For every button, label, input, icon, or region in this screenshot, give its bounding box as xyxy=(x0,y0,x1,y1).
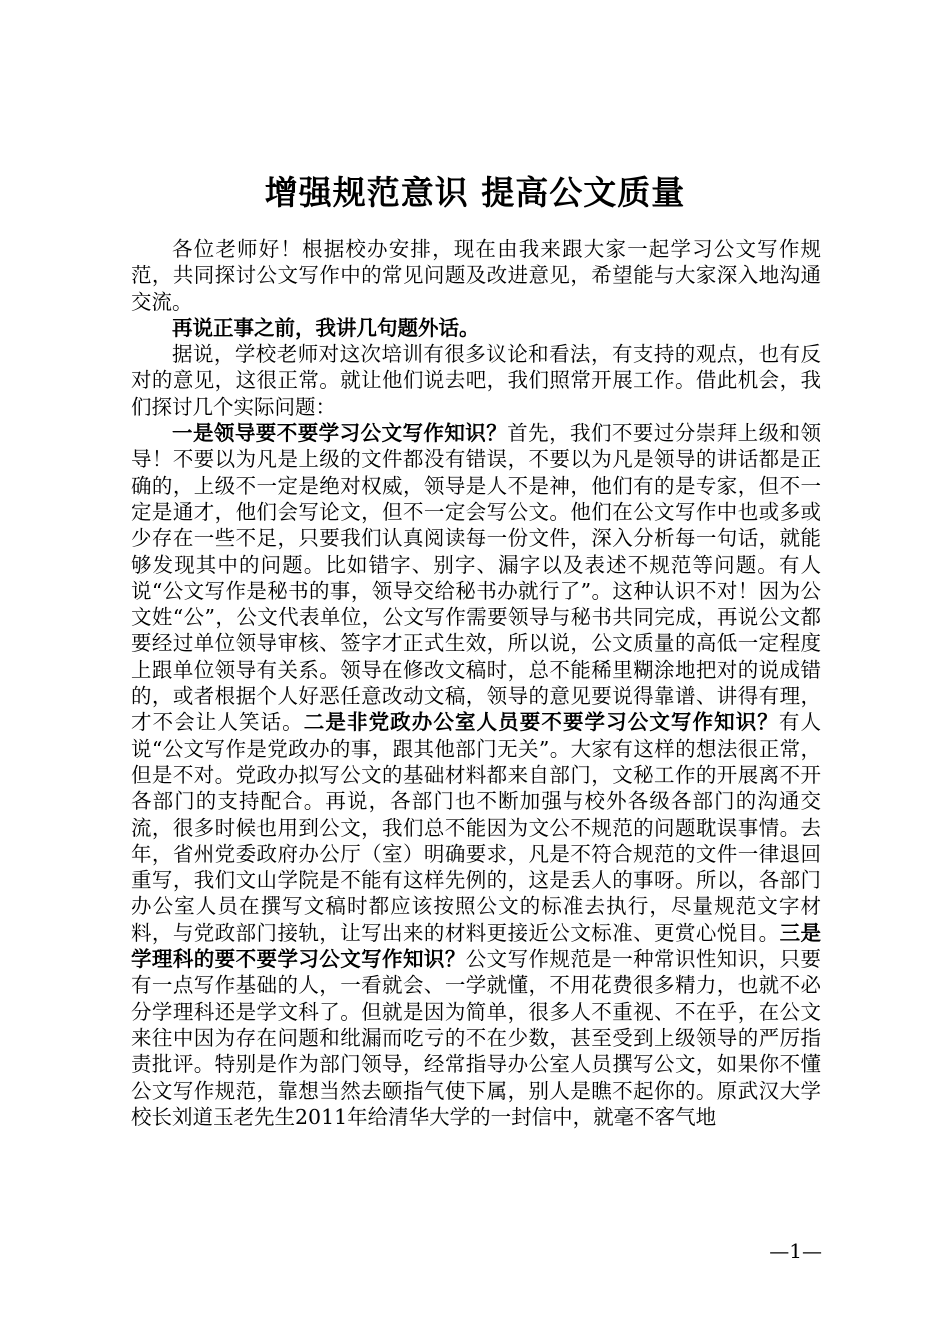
question-2-heading: 二是非党政办公室人员要不要学习公文写作知识？ xyxy=(303,710,779,735)
paragraph-questions xyxy=(131,420,821,1130)
question-1-text: 首先，我们不要过分崇拜上级和领导！不要以为凡是上级的文件都没有错误，不要以为凡是领导的讲话都是正确的，上级不一定是绝对权威，领导是人不是神，他们有的是专家，但不一定是通才，他们会写论文，但不一定会写公文。他们在公文写作中也或多或少存在一些不足，只要我们认真阅读每一份文件，深入分析每一句话，就能够发现其中的问题。比如错字、别字、漏字以及表述不规范等问题。有人说“公文写作是秘书的事，领导交给秘书办就行了”。这种认识不对！因为公文姓“公”，公文代表单位，公文写作需要领导与秘书共同完成，再说公文都要经过单位领导审核、签字才正式生效，所以说，公文质量的高低一定程度上跟单位领导有关系。领导在修改文稿时，总不能稀里糊涂地把对的说成错的，或者根据个人好恶任意改动文稿，领导的意见要说得靠谱、讲得有理，才不会让人笑话。 xyxy=(131,421,822,735)
document-title: 增强规范意识 提高公文质量 xyxy=(264,173,686,212)
question-3-heading: 三是学理科的要不要学习公文写作知识？ xyxy=(131,920,821,972)
paragraph-greeting: 各位老师好！根据校办安排，现在由我来跟大家一起学习公文写作规范，共同探讨公文写作中的常见问题及改进意见，希望能与大家深入地沟通交流。 xyxy=(131,237,821,314)
paragraph-context: 据说，学校老师对这次培训有很多议论和看法，有支持的观点，也有反对的意见，这很正常。就让他们说去吧，我们照常开展工作。借此机会，我们探讨几个实际问题： xyxy=(131,342,821,419)
aside-bold-text: 再说正事之前，我讲几句题外话。 xyxy=(172,315,480,340)
document-body xyxy=(131,236,821,1130)
question-3-text: 公文写作规范是一种常识性知识，只要有一点写作基础的人，一看就会、一学就懂，不用花费很多精力，也就不必分学理科还是学文科了。但就是因为简单，很多人不重视、不在乎，在公文来往中因为存在问题和纰漏而吃亏的不在少数，甚至受到上级领导的严厉指责批评。特别是作为部门领导，经常指导办公室人员撰写公文，如果你不懂公文写作规范，靠想当然去颐指气使下属，别人是瞧不起你的。原武汉大学校长刘道玉老先生2011年给清华大学的一封信中，就毫不客气地 xyxy=(131,947,821,1129)
paragraph-aside xyxy=(131,315,821,341)
page-number: —1— xyxy=(769,1239,822,1263)
question-1-heading: 一是领导要不要学习公文写作知识？ xyxy=(172,421,508,446)
question-2-text: 有人说“公文写作是党政办的事，跟其他部门无关”。大家有这样的想法很正常，但是不对。党政办拟写公文的基础材料都来自部门，文秘工作的开展离不开各部门的支持配合。再说，各部门也不断加强与校外各级各部门的沟通交流，很多时候也用到公文，我们总不能因为文公不规范的问题耽误事情。去年，省州党委政府办公厅（室）明确要求，凡是不符合规范的文件一律退回重写，我们文山学院是不能有这样先例的，这是丢人的事呀。所以，各部门办公室人员在撰写文稿时都应该按照公文的标准去执行，尽量规范文字材料，与党政部门接轨，让写出来的材料更接近公文标准、更赏心悦目。 xyxy=(131,710,822,945)
